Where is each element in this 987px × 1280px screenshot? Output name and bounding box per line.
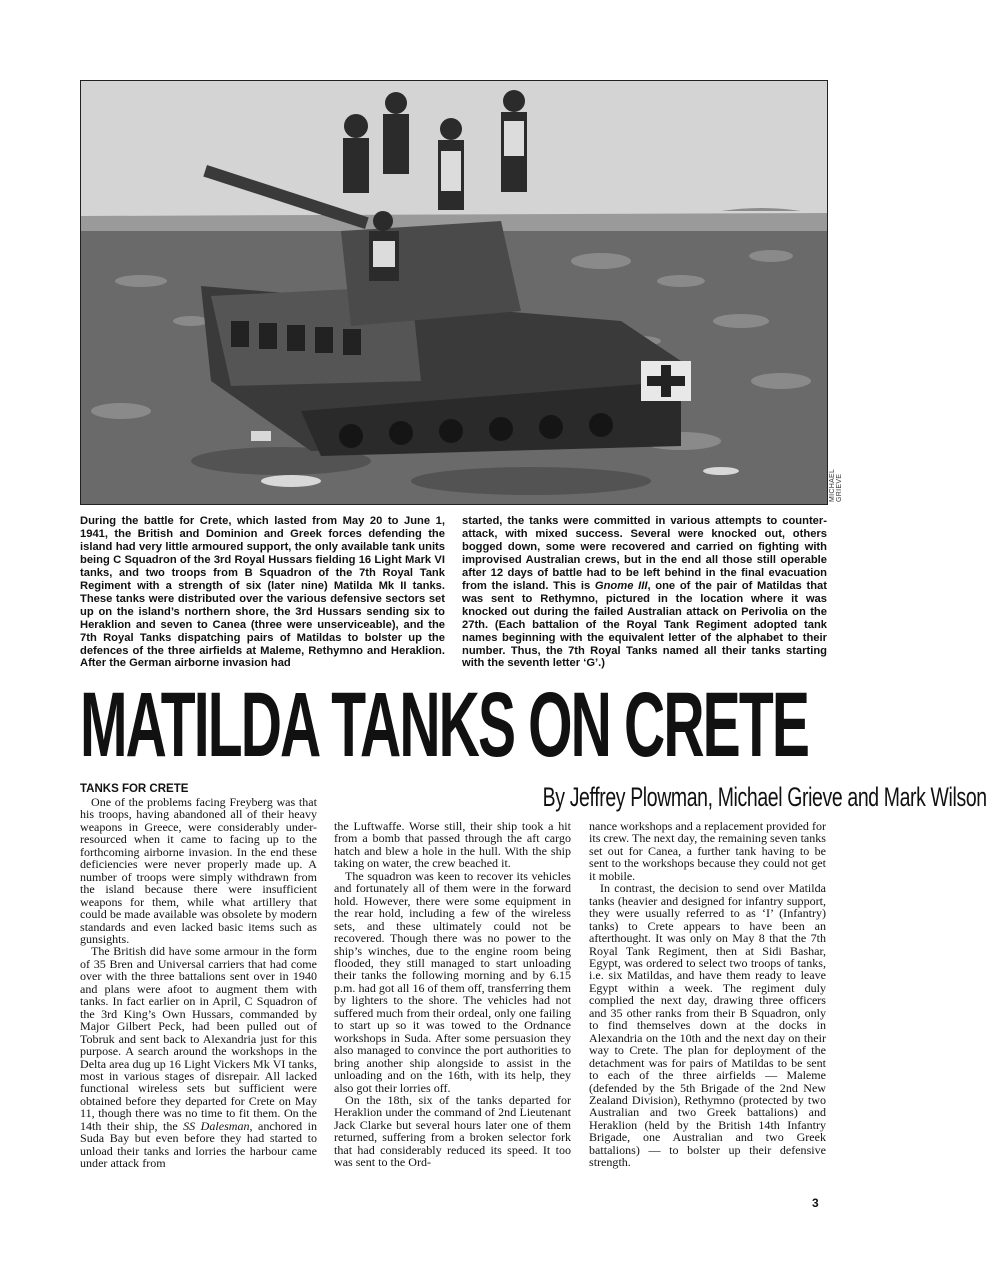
body-column-2 <box>334 820 571 1169</box>
byline <box>370 782 987 812</box>
caption-tank-name: Gnome III <box>594 579 648 592</box>
paragraph: One of the problems facing Freyberg was that his troops, having abandoned all of their heavy weapons in Greece, were considerably under-resourced when it came to facing up to the forthcoming airborne invasion. In the end these deficiencies were never properly made up. A number of troops were simply withdrawn from the island because there were insufficient weapons for them, while what artillery that could be made available was obsolete by modern standards and even lacked basic items such as gunsights. <box>80 795 317 946</box>
tank-photo-illustration <box>81 81 827 504</box>
paragraph: nance workshops and a replacement provided for its crew. The next day, the remaining seven tanks set out for Canea, a further tank having to be sent to the workshops because they could not get it mobile. <box>589 819 826 883</box>
body-column-1 <box>80 796 317 1170</box>
body-column-3 <box>589 820 826 1169</box>
paragraph: The squadron was keen to recover its vehicles and fortunately all of them were in the forward hold. However, there were some equipment in the rear hold, including a few of the wireless sets, and these ultimately could not be recovered. Though there was no power to the ship’s winches, due to the engine room being flooded, they still managed to start unloading their tanks the following morning and by 6.15 p.m. had got all 16 of them off, transferring them by lighters to the shore. The vehicles had not suffered much from their ordeal, only one failing to start up so it was towed to the Ordnance workshops in Suda. After some persuasion they also managed to convince the port authorities to bring another ship alongside to assist in the unloading and on the 16th, with its help, they also got their lorries off. <box>334 868 571 1095</box>
paragraph: On the 18th, six of the tanks departed for Heraklion under the command of 2nd Lieutenant Jack Clarke but several hours later one of them returned, suffering from a broken selector fork that had considerably reduced its speed. It too was sent to the Ord- <box>334 1092 571 1170</box>
tank-photo <box>80 80 828 505</box>
caption-text: started, the tanks were committed in various attempts to counter-attack, with mixed success. Several were knocked out, others bogged down, some were recovered and carried on fighting with improvised Australian crews, but in the end all those still operable after 12 days of battle had to be left behind in the final evacuation from the island. This is <box>462 515 827 592</box>
photo-credit: MICHAEL GRIEVE <box>829 469 843 502</box>
byline-text: By Jeffrey Plowman, Michael Grieve and Mark Wilson <box>542 782 987 812</box>
paragraph <box>80 945 317 1169</box>
photo-caption-right <box>462 515 827 670</box>
ship-name: SS Dalesman <box>183 1118 250 1133</box>
photo-caption-left: During the battle for Crete, which lasted from May 20 to June 1, 1941, the British and Dominion and Greek forces defending the island had very little armoured support, the only available tank units being C Squadron of the 3rd Royal Hussars fielding 16 Light Mark VI tanks, and two troops from B Squadron of the 7th Royal Tank Regiment with a strength of six (later nine) Matilda Mk II tanks. These tanks were distributed over the various defensive sectors set up on the island’s northern shore, the 3rd Hussars sending six to Heraklion and seven to Canea (three were unserviceable), and the 7th Royal Tanks dispatching pairs of Matildas to bolster up the defences of the three airfields at Maleme, Rethymno and Heraklion. After the German airborne invasion had <box>80 515 445 670</box>
paragraph-text: , anchored in Suda Bay but even before they had started to unload their tanks and lorries the harbour came under attack from <box>80 1118 317 1171</box>
page-number: 3 <box>812 1196 819 1210</box>
paragraph: the Luftwaffe. Worse still, their ship took a hit from a bomb that passed through the aft cargo hatch and blew a hole in the hull. With the ship taking on water, the crew beached it. <box>334 819 571 871</box>
paragraph: In contrast, the decision to send over Matilda tanks (heavier and designed for infantry support, they were usually referred to as ‘I’ (Infantry) tanks) to Crete appears to have been an afterthought. It was only on May 8 that the 7th Royal Tank Regiment, then at Sidi Bashar, Egypt, was ordered to select two troops of tanks, i.e. six Matildas, and have them ready to leave Egypt within a week. The regiment duly complied the next day, drawing three officers and 35 other ranks from their B Squadron, only to find themselves down at the docks in Alexandria on the 10th and the next day on their way to Crete. The plan for deployment of the detachment was for pairs of Matildas to be sent to each of the three airfields — Maleme (defended by the 5th Brigade of the 2nd New Zealand Division), Rethymno (protected by two Australian and two Greek battalions) and Heraklion (held by the British 14th Infantry Brigade, one Australian and two Greek battalions) — to bolster up their defensive strength. <box>589 881 826 1170</box>
paragraph-text: The British did have some armour in the form of 35 Bren and Universal carriers that had come over with the three battalions sent over in 1940 and plans were afoot to augment them with tanks. In fact earlier on in April, C Squadron of the 3rd King’s Own Hussars, commanded by Major Gilbert Peck, had been pulled out of Tobruk and sent back to Alexandria just for this purpose. A search around the workshops in the Delta area dug up 16 Light Vickers Mk VI tanks, most in various stages of disrepair. All lacked functional wireless sets but sufficient were obtained before they departed for Crete on May 11, though there was no time to fit them. On the 14th their ship, the <box>80 944 317 1133</box>
article-title: MATILDA TANKS ON CRETE <box>80 674 809 776</box>
section-subhead: TANKS FOR CRETE <box>80 783 189 795</box>
caption-text: , one of the pair of Matildas that was sent to Rethymno, pictured in the location where it was knocked out during the failed Australian attack on Perivolia on the 27th. (Each battalion of the Royal Tank Regiment adopted tank names beginning with the equivalent letter of the alphabet to their number. Thus, the 7th Royal Tanks named all their tanks starting with the seventh letter ‘G’.) <box>462 579 827 670</box>
